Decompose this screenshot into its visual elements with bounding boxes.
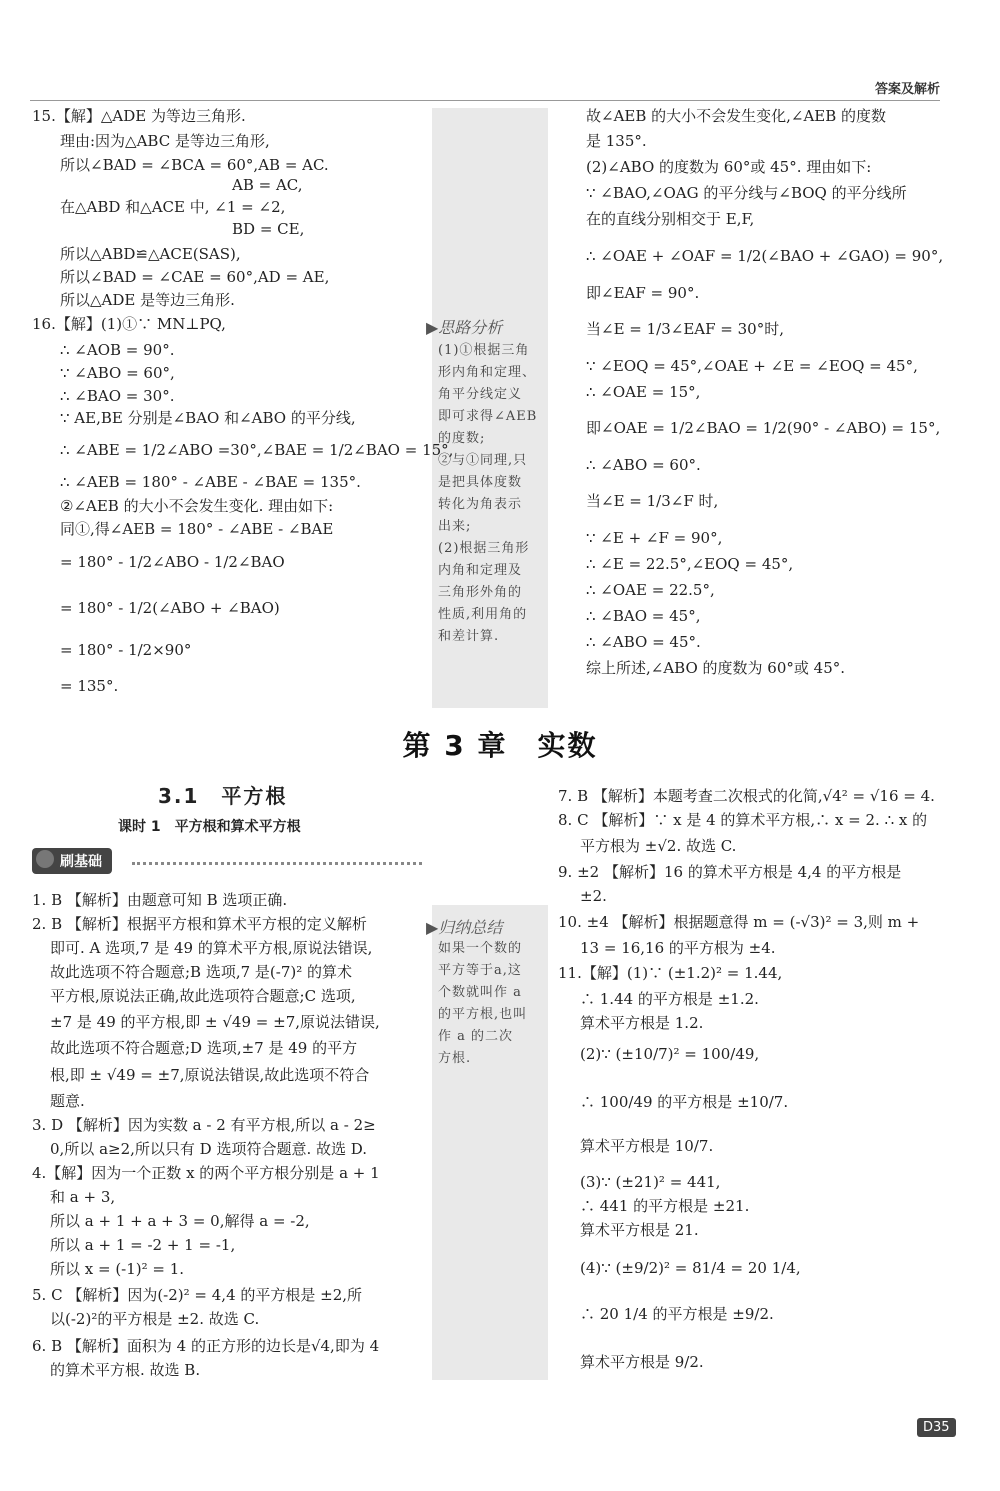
text-line: ∴ 441 的平方根是 ±21. <box>580 1197 750 1215</box>
text-line: 11.【解】(1)∵ (±1.2)² = 1.44, <box>558 964 783 982</box>
text-line: (2)∠ABO 的度数为 60°或 45°. 理由如下: <box>586 158 872 176</box>
text-line: 故此选项不符合题意;D 选项,±7 是 49 的平方 <box>50 1039 358 1057</box>
header-divider <box>30 100 940 101</box>
text-line: 算术平方根是 9/2. <box>580 1353 704 1371</box>
sidebar-line: 角平分线定义 <box>438 387 523 402</box>
text-line: 综上所述,∠ABO 的度数为 60°或 45°. <box>586 659 846 677</box>
text-line: 10. ±4 【解析】根据题意得 m = (-√3)² = 3,则 m + <box>558 913 920 931</box>
text-line: 平方根为 ±√2. 故选 C. <box>580 837 737 855</box>
sidebar-line: 转化为角表示 <box>438 497 523 512</box>
text-line: ∴ 1.44 的平方根是 ±1.2. <box>580 990 759 1008</box>
text-line: 3. D 【解析】因为实数 a - 2 有平方根,所以 a - 2≥ <box>32 1116 376 1134</box>
page-header-title: 答案及解析 <box>874 82 940 97</box>
sidebar-line: 和差计算. <box>438 629 500 644</box>
sidebar-line: 即可求得∠AEB <box>438 409 538 424</box>
text-line: 理由:因为△ABC 是等边三角形, <box>60 132 270 150</box>
sidebar-line: 如果一个数的 <box>438 941 523 956</box>
text-line: 是 135°. <box>586 132 647 150</box>
text-line: 故∠AEB 的大小不会发生变化,∠AEB 的度数 <box>586 107 887 125</box>
text-line: ∴ 100/49 的平方根是 ±10/7. <box>580 1093 789 1111</box>
text-line: 和 a + 3, <box>50 1188 116 1206</box>
text-line: 1. B 【解析】由题意可知 B 选项正确. <box>32 891 288 909</box>
text-line: ∴ ∠ABO = 60°. <box>586 456 701 474</box>
text-line: 即∠OAE = 1/2∠BAO = 1/2(90° - ∠ABO) = 15°, <box>586 419 941 437</box>
text-line: ∴ ∠AOB = 90°. <box>60 341 175 359</box>
lesson-title: 课时 1 平方根和算术平方根 <box>118 819 301 835</box>
text-line: (4)∵ (±9/2)² = 81/4 = 20 1/4, <box>580 1259 801 1277</box>
text-line: 在的直线分别相交于 E,F, <box>586 210 755 228</box>
text-line: 13 = 16,16 的平方根为 ±4. <box>580 939 776 957</box>
text-line: 算术平方根是 21. <box>580 1221 699 1239</box>
text-line: 5. C 【解析】因为(-2)² = 4,4 的平方根是 ±2,所 <box>32 1286 363 1304</box>
text-line: 的算术平方根. 故选 B. <box>50 1361 201 1379</box>
text-line: ∵ ∠E + ∠F = 90°, <box>586 529 723 547</box>
text-line: ∴ ∠ABE = 1/2∠ABO =30°,∠BAE = 1/2∠BAO = 15°, <box>60 441 454 459</box>
page-number: D35 <box>917 1418 956 1437</box>
text-line: ∴ ∠OAE = 22.5°, <box>586 581 715 599</box>
text-line: 题意. <box>50 1092 85 1110</box>
text-line: ±2. <box>580 887 607 905</box>
sidebar-line: 性质,利用角的 <box>438 607 528 622</box>
sidebar-line: 个数就叫作 a <box>438 985 522 1000</box>
text-line: 9. ±2 【解析】16 的算术平方根是 4,4 的平方根是 <box>558 863 902 881</box>
text-line: ②∠AEB 的大小不会发生变化. 理由如下: <box>60 497 334 515</box>
text-line: 7. B 【解析】本题考查二次根式的化简,√4² = √16 = 4. <box>558 787 935 805</box>
pencil-icon <box>36 850 54 868</box>
text-line: 所以 a + 1 + a + 3 = 0,解得 a = -2, <box>50 1212 310 1230</box>
text-line: ∴ ∠OAE + ∠OAF = 1/2(∠BAO + ∠GAO) = 90°, <box>586 247 944 265</box>
text-line: ∴ ∠BAO = 45°, <box>586 607 701 625</box>
text-line: 以(-2)²的平方根是 ±2. 故选 C. <box>50 1310 260 1328</box>
text-line: 在△ABD 和△ACE 中, ∠1 = ∠2, <box>60 198 286 216</box>
text-line: 平方根,原说法正确,故此选项符合题意;C 选项, <box>50 987 356 1005</box>
text-line: 算术平方根是 1.2. <box>580 1014 704 1032</box>
text-line: 当∠E = 1/3∠EAF = 30°时, <box>586 320 784 338</box>
sidebar-line: 内角和定理及 <box>438 563 523 578</box>
practice-badge: 刷基础 <box>32 848 112 874</box>
text-line: 所以△ADE 是等边三角形. <box>60 291 235 309</box>
text-line: ∵ ∠EOQ = 45°,∠OAE + ∠E = ∠EOQ = 45°, <box>586 357 918 375</box>
sidebar-line: 方根. <box>438 1051 472 1066</box>
text-line: 同①,得∠AEB = 180° - ∠ABE - ∠BAE <box>60 520 334 538</box>
text-line: ∵ AE,BE 分别是∠BAO 和∠ABO 的平分线, <box>60 409 356 427</box>
sidebar-line: (2)根据三角形 <box>438 541 530 556</box>
sidebar-line: 的平方根,也叫 <box>438 1007 528 1022</box>
text-line: 15.【解】△ADE 为等边三角形. <box>32 107 246 125</box>
text-line: ±7 是 49 的平方根,即 ± √49 = ±7,原说法错误, <box>50 1013 380 1031</box>
text-line: 2. B 【解析】根据平方根和算术平方根的定义解析 <box>32 915 367 933</box>
text-line: 故此选项不符合题意;B 选项,7 是(-7)² 的算术 <box>50 963 353 981</box>
dotted-divider <box>132 862 422 865</box>
sidebar-line: 出来; <box>438 519 472 534</box>
text-line: 所以∠BAD = ∠CAE = 60°,AD = AE, <box>60 268 330 286</box>
text-line: ∴ ∠ABO = 45°. <box>586 633 701 651</box>
text-line: 当∠E = 1/3∠F 时, <box>586 492 719 510</box>
text-line: 16.【解】(1)①∵ MN⊥PQ, <box>32 315 226 333</box>
sidebar-line: 的度数; <box>438 431 486 446</box>
text-line: 所以 x = (-1)² = 1. <box>50 1260 185 1278</box>
text-line: = 135°. <box>60 677 119 695</box>
sidebar-line: (1)①根据三角 <box>438 343 530 358</box>
text-line: 6. B 【解析】面积为 4 的正方形的边长是√4,即为 4 <box>32 1337 380 1355</box>
text-line: 所以∠BAD = ∠BCA = 60°,AB = AC. <box>60 156 329 174</box>
text-line: ∴ ∠OAE = 15°, <box>586 383 701 401</box>
sidebar-line: 三角形外角的 <box>438 585 523 600</box>
sidebar-line: 作 a 的二次 <box>438 1029 514 1044</box>
sidebar-line: 是把具体度数 <box>438 475 523 490</box>
text-line: 0,所以 a≥2,所以只有 D 选项符合题意. 故选 D. <box>50 1140 368 1158</box>
text-line: ∴ ∠AEB = 180° - ∠ABE - ∠BAE = 135°. <box>60 473 361 491</box>
text-line: ∵ ∠ABO = 60°, <box>60 364 175 382</box>
text-line: 根,即 ± √49 = ±7,原说法错误,故此选项不符合 <box>50 1066 370 1084</box>
text-line: = 180° - 1/2×90° <box>60 641 192 659</box>
text-line: ∵ ∠BAO,∠OAG 的平分线与∠BOQ 的平分线所 <box>586 184 907 202</box>
text-line: BD = CE, <box>232 220 305 238</box>
text-line: 即∠EAF = 90°. <box>586 284 700 302</box>
text-line: 所以 a + 1 = -2 + 1 = -1, <box>50 1236 236 1254</box>
text-line: ∴ ∠BAO = 30°. <box>60 387 175 405</box>
text-line: = 180° - 1/2(∠ABO + ∠BAO) <box>60 599 280 617</box>
text-line: 4.【解】因为一个正数 x 的两个平方根分别是 a + 1 <box>32 1164 380 1182</box>
sidebar-line: ②与①同理,只 <box>438 453 528 468</box>
section-title: 3.1 平方根 <box>158 784 288 808</box>
text-line: ∴ 20 1/4 的平方根是 ±9/2. <box>580 1305 774 1323</box>
text-line: ∴ ∠E = 22.5°,∠EOQ = 45°, <box>586 555 794 573</box>
text-line: (2)∵ (±10/7)² = 100/49, <box>580 1045 760 1063</box>
text-line: (3)∵ (±21)² = 441, <box>580 1173 721 1191</box>
text-line: 8. C 【解析】∵ x 是 4 的算术平方根,∴ x = 2. ∴ x 的 <box>558 811 928 829</box>
sidebar-line: 平方等于a,这 <box>438 963 522 978</box>
sidebar-line: 形内角和定理、 <box>438 365 537 380</box>
chapter-title: 第 3 章 实数 <box>402 729 598 762</box>
text-line: AB = AC, <box>232 176 303 194</box>
text-line: 算术平方根是 10/7. <box>580 1137 714 1155</box>
sidebar-analysis-title: ▶思路分析 <box>426 318 503 337</box>
text-line: 所以△ABD≌△ACE(SAS), <box>60 245 241 263</box>
sidebar-summary-title: ▶归纳总结 <box>426 918 503 937</box>
text-line: = 180° - 1/2∠ABO - 1/2∠BAO <box>60 553 285 571</box>
text-line: 即可. A 选项,7 是 49 的算术平方根,原说法错误, <box>50 939 373 957</box>
